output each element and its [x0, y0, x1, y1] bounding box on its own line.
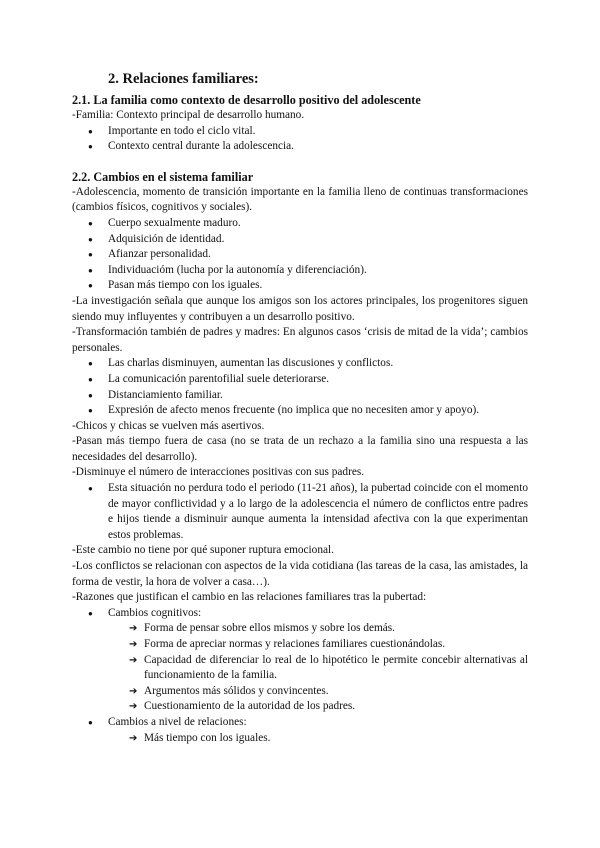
list-item: ● Importante en todo el ciclo vital.	[72, 124, 528, 140]
list-item: ● Distanciamiento familiar.	[72, 388, 528, 404]
list-item: ● Expresión de afecto menos frecuente (no implica que no necesiten amor y apoyo).	[72, 403, 528, 419]
arrow-item: ➔ Forma de pensar sobre ellos mismos y sobre los demás.	[72, 621, 528, 637]
list-item	[72, 606, 528, 622]
paragraph: -Adolescencia, momento de transición importante en la familia lleno de continuas transformaciones (cambios físicos, cognitivos y sociales).	[72, 185, 528, 214]
arrow-item: ➔ Argumentos más sólidos y convincentes.	[72, 684, 528, 700]
subsection-heading-2-1: 2.1. La familia como contexto de desarrollo positivo del adolescente	[72, 93, 421, 107]
paragraph: -Chicos y chicas se vuelven más asertivos.	[72, 419, 265, 432]
list-item: ● Contexto central durante la adolescencia.	[72, 139, 528, 155]
arrow-item: ➔ Capacidad de diferenciar lo real de lo hipotético le permite concebir alternativas al funcionamiento de la familia.	[72, 653, 528, 684]
list-item: ● Afianzar personalidad.	[72, 247, 528, 263]
list-item-label: Cambios cognitivos:	[108, 606, 202, 619]
list-item: ● La comunicación parentofilial suele deteriorarse.	[72, 372, 528, 388]
paragraph: -Pasan más tiempo fuera de casa (no se trata de un rechazo a la familia sino una respuesta a las necesidades del desarrollo).	[72, 435, 528, 463]
list-item	[72, 715, 528, 731]
bullet-list	[72, 356, 528, 418]
arrow-item: ➔ Forma de apreciar normas y relaciones familiares cuestionándolas.	[72, 637, 528, 653]
arrow-item: ➔ Más tiempo con los iguales.	[72, 731, 528, 747]
bullet-list	[72, 124, 528, 155]
section-title: 2. Relaciones familiares:	[108, 71, 259, 87]
arrow-list	[72, 621, 528, 715]
bullet-list	[72, 216, 528, 294]
arrow-list	[72, 731, 528, 747]
paragraph: -Transformación también de padres y madres: En algunos casos ‘crisis de mitad de la vida’; cambios personales.	[72, 326, 528, 354]
bullet-list	[72, 606, 528, 622]
list-item: ● Individuacióm (lucha por la autonomía y diferenciación).	[72, 263, 528, 279]
paragraph: -Razones que justifican el cambio en las relaciones familiares tras la pubertad:	[72, 591, 427, 604]
paragraph: -Este cambio no tiene por qué suponer ruptura emocional.	[72, 544, 334, 557]
list-item-label: Cambios a nivel de relaciones:	[108, 715, 247, 728]
document-content	[72, 70, 528, 746]
subsection-heading-2-2: 2.2. Cambios en el sistema familiar	[72, 169, 254, 184]
list-item: ● Cuerpo sexualmente maduro.	[72, 216, 528, 232]
list-item: ● Adquisición de identidad.	[72, 232, 528, 248]
paragraph: -Disminuye el número de interacciones positivas con sus padres.	[72, 466, 365, 479]
list-item: ● Esta situación no perdura todo el periodo (11-21 años), la pubertad coincide con el momento de mayor conflictividad y a lo largo de la adolescencia el número de conflictos entre padres e hijos tiende a disminuir aunque aumenta la intensidad afectiva con la que experimentan estos problemas.	[72, 481, 528, 543]
list-item: ● Pasan más tiempo con los iguales.	[72, 278, 528, 294]
list-item: ● Las charlas disminuyen, aumentan las discusiones y conflictos.	[72, 356, 528, 372]
bullet-list	[72, 715, 528, 731]
paragraph: -La investigación señala que aunque los amigos son los actores principales, los progenitores siguen siendo muy influyentes y contribuyen a un desarrollo positivo.	[72, 294, 528, 323]
paragraph: -Los conflictos se relacionan con aspectos de la vida cotidiana (las tareas de la casa, las amistades, la forma de vestir, la hora de volver a casa…).	[72, 560, 528, 588]
bullet-list	[72, 481, 528, 543]
paragraph: -Familia: Contexto principal de desarrollo humano.	[72, 109, 305, 121]
arrow-item: ➔ Cuestionamiento de la autoridad de los padres.	[72, 699, 528, 715]
